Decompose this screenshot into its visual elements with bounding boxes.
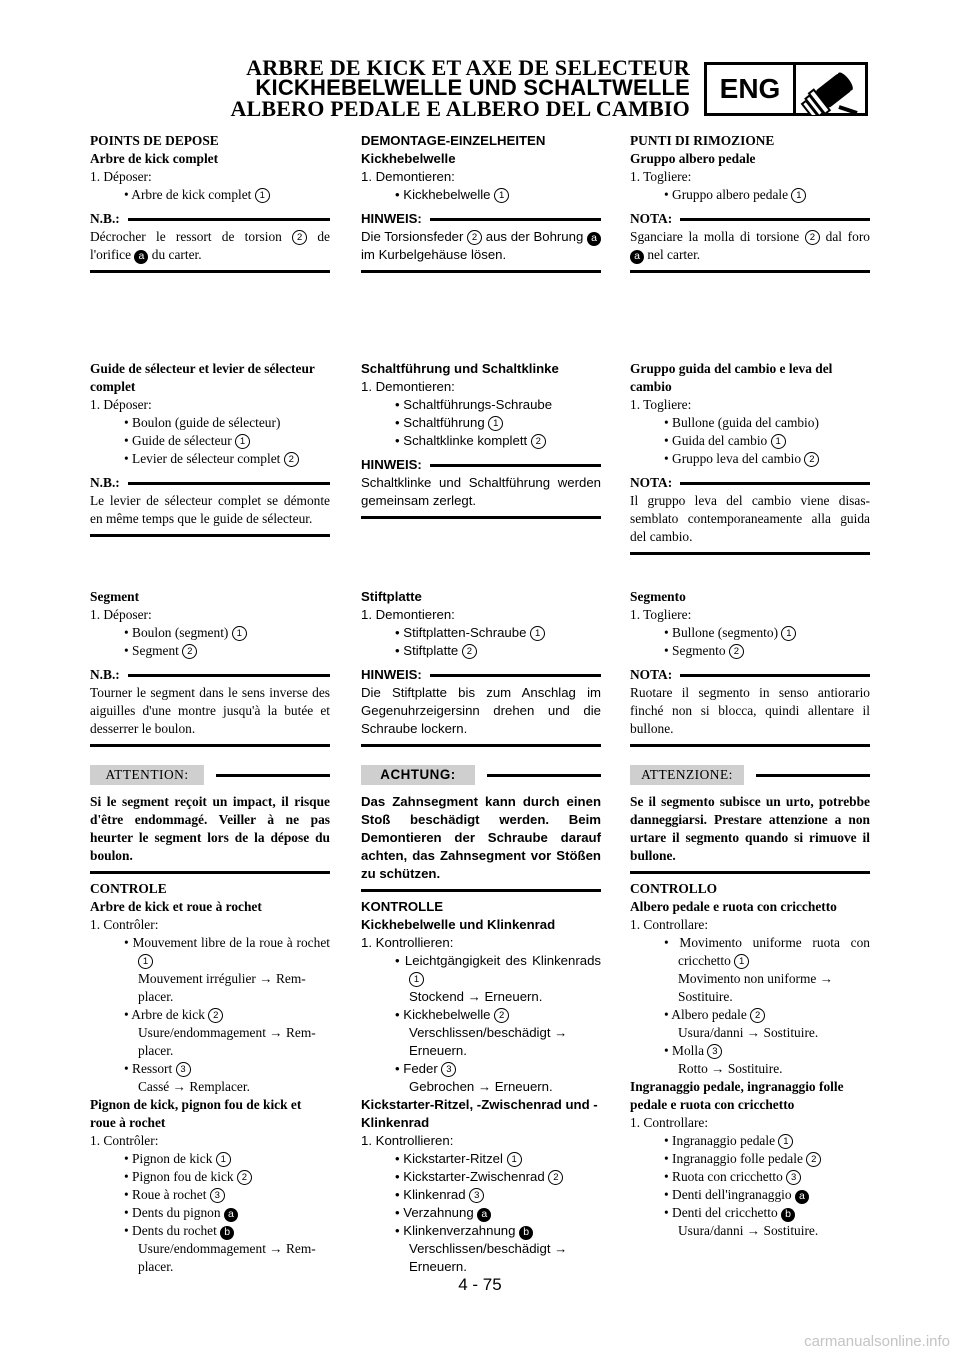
list-item: • Pignon de kick 1 [90, 1150, 330, 1168]
list-item-detail: Mouvement irrégulier → Remplacer. [138, 971, 306, 1004]
note-text: Die Stiftplatte bis zum Anschlag im Gegenuhrzeigersinn drehen und die Schraube lockern. [361, 685, 601, 736]
caution-header: ACHTUNG: [361, 765, 601, 785]
column-italian-segment [630, 588, 870, 1240]
divider [90, 534, 330, 537]
caution-text: Das Zahnsegment kann durch einen Stoß beschädigt werden. Beim Demontieren der Schraube darauf achten, das Zahnsegment vor Stößen zu schützen. [361, 794, 601, 881]
list-item-detail: Rotto → Sostituire. [678, 1061, 783, 1076]
step: 1. Demontieren: [361, 379, 455, 394]
column-italian-shift [630, 360, 870, 555]
list-item: • Feder 3 [361, 1060, 601, 1078]
section-subheading: Ingranaggio pedale, ingranaggio folle pedale e ruota con cricchetto [630, 1079, 844, 1112]
section-heading: Gruppo guida del cambio e leva del cambio [630, 361, 833, 394]
note-header: HINWEIS: [361, 666, 601, 684]
page-number: 4 - 75 [458, 1275, 502, 1294]
list-item: • Ruota con cricchetto 3 [630, 1168, 870, 1186]
list-item-detail: Movimento non uniforme → Sostituire. [678, 971, 834, 1004]
list-item: • Bullone (guida del cambio) [664, 415, 819, 430]
list-item-detail: Gebrochen → Erneuern. [409, 1079, 553, 1094]
step: 1. Controllare: [630, 1115, 709, 1130]
section-heading: DEMONTAGE-EINZELHEITEN [361, 133, 546, 148]
title-italian: ALBERO PEDALE E ALBERO DEL CAMBIO [230, 96, 690, 121]
caution-text: Si le segment reçoit un impact, il risque d'être endommagé. Veiller à ne pas heurter le segment lors de la dépose du boulon. [90, 794, 330, 863]
divider [90, 270, 330, 273]
caution-header: ATTENTION: [90, 765, 330, 785]
list-item: • Albero pedale 2 [630, 1006, 870, 1024]
section-subheading: Pignon de kick, pignon fou de kick et roue à rochet [90, 1097, 302, 1130]
column-italian [630, 132, 870, 273]
list-item: • Kickhebelwelle 2 [361, 1006, 601, 1024]
eng-label: ENG [707, 65, 796, 113]
column-german-segment [361, 588, 601, 1276]
note-text: Sganciare la molla di torsione 2 dal foro a nel carter. [630, 229, 870, 262]
step: 1. Togliere: [630, 607, 692, 622]
list-item: • Leichtgängigkeit des Klinkenrads 1 [395, 953, 602, 985]
list-item: • Kickstarter-Ritzel 1 [361, 1150, 601, 1168]
section-subheading: Kickstarter-Ritzel, -Zwischenrad und -Klinkenrad [361, 1097, 598, 1130]
step: 1. Demontieren: [361, 169, 455, 184]
list-item: • Bullone (segmento) 1 [630, 624, 870, 642]
list-item: • Stiftplatten-Schraube 1 [361, 624, 601, 642]
step: 1. Kontrollieren: [361, 1133, 454, 1148]
divider [630, 552, 870, 555]
note-text: Tourner le segment dans le sens inverse des aiguilles d'une montre jusqu'à la butée et desserrer le boulon. [90, 685, 330, 736]
list-item: • Guide de sélecteur 1 [90, 432, 330, 450]
list-item: • Roue à rochet 3 [90, 1186, 330, 1204]
section-subheading: Kickhebelwelle [361, 151, 456, 166]
column-french-shift [90, 360, 330, 537]
note-header: NOTA: [630, 210, 870, 228]
list-item: • Mouvement libre de la roue à rochet 1 [124, 935, 330, 967]
list-item: • Ingranaggio folle pedale 2 [630, 1150, 870, 1168]
list-item: • Schaltführungs-Schraube [395, 397, 553, 412]
divider [361, 516, 601, 519]
list-item: • Guida del cambio 1 [630, 432, 870, 450]
eng-badge [704, 62, 868, 116]
section-heading: Segmento [630, 589, 686, 604]
caution-text: Se il segmento subisce un urto, potrebbe danneggiarsi. Prestare attenzione a non urtare il segmento quando si rimuove il bullone. [630, 794, 870, 863]
note-header: NOTA: [630, 474, 870, 492]
list-item: • Ressort 3 [90, 1060, 330, 1078]
note-header: N.B.: [90, 474, 330, 492]
divider [361, 270, 601, 273]
list-item-detail: Verschlissen/beschädigt → Erneuern. [409, 1025, 568, 1058]
list-item: • Arbre de kick 2 [90, 1006, 330, 1024]
list-item: • Verzahnung a [361, 1204, 601, 1222]
column-french-segment [90, 588, 330, 1276]
list-item: • Dents du pignon a [90, 1204, 330, 1222]
note-text: Décrocher le ressort de torsion 2 de l'orifice a du carter. [90, 229, 330, 262]
list-item: • Denti del cricchetto b [630, 1204, 870, 1222]
list-item: • Dents du rochet b [90, 1222, 330, 1240]
list-item: • Movimento uniforme ruota con cricchetto 1 [664, 935, 870, 968]
watermark: carmanualsonline.info [804, 1333, 950, 1350]
list-item-detail: Usure/endommagement → Remplacer. [138, 1025, 316, 1058]
step: 1. Contrôler: [90, 917, 159, 932]
step: 1. Togliere: [630, 397, 692, 412]
step: 1. Déposer: [90, 607, 152, 622]
section-subheading: Kickhebelwelle und Klinkenrad [361, 917, 556, 932]
step: 1. Kontrollieren: [361, 935, 454, 950]
list-item: • Kickhebelwelle 1 [361, 186, 601, 204]
title-german: KICKHEBELWELLE UND SCHALTWELLE [255, 75, 690, 100]
list-item: • Boulon (segment) 1 [90, 624, 330, 642]
list-item: • Boulon (guide de sélecteur) [124, 415, 281, 430]
note-header: N.B.: [90, 210, 330, 228]
list-item: • Segment 2 [90, 642, 330, 660]
step: 1. Togliere: [630, 169, 692, 184]
step: 1. Controllare: [630, 917, 709, 932]
list-item: • Klinkenverzahnung b [361, 1222, 601, 1240]
step: 1. Contrôler: [90, 1133, 159, 1148]
list-item: • Schaltführung 1 [361, 414, 601, 432]
section-subheading: Gruppo albero pedale [630, 151, 756, 166]
list-item-detail: Usura/danni → Sostituire. [678, 1025, 819, 1040]
note-text: Schaltklinke und Schaltführung werden gemeinsam zerlegt. [361, 475, 601, 508]
list-item-detail: Usure/endommagement → Remplacer. [138, 1241, 316, 1274]
section-heading: PUNTI DI RIMOZIONE [630, 133, 775, 148]
note-header: HINWEIS: [361, 210, 601, 228]
list-item: • Klinkenrad 3 [361, 1186, 601, 1204]
step: 1. Déposer: [90, 169, 152, 184]
note-text: Die Torsionsfeder 2 aus der Bohrung a im Kurbelgehäuse lösen. [361, 228, 601, 264]
list-item: • Pignon fou de kick 2 [90, 1168, 330, 1186]
note-text: Ruotare il segmento in senso antiorario finché non si blocca, quindi allentare il bullone. [630, 685, 870, 736]
list-item-detail: Verschlissen/beschädigt → Erneuern. [409, 1241, 568, 1274]
list-item: • Gruppo leva del cambio 2 [630, 450, 870, 468]
section-subheading: Arbre de kick complet [90, 151, 219, 166]
note-header: NOTA: [630, 666, 870, 684]
list-item: • Molla 3 [630, 1042, 870, 1060]
note-text: Le levier de sélecteur complet se démonte en même temps que le guide de sélecteur. [90, 493, 330, 526]
section-heading: Schaltführung und Schaltklinke [361, 361, 559, 376]
list-item: • Gruppo albero pedale 1 [630, 186, 870, 204]
list-item: • Arbre de kick complet 1 [90, 186, 330, 204]
section-heading: POINTS DE DEPOSE [90, 133, 219, 148]
section-subheading: Albero pedale e ruota con cricchetto [630, 899, 837, 914]
caution-header: ATTENZIONE: [630, 765, 870, 785]
column-german [361, 132, 601, 273]
title-french: ARBRE DE KICK ET AXE DE SELECTEUR [246, 55, 690, 80]
list-item-detail: Usura/danni → Sostituire. [678, 1223, 819, 1238]
divider [630, 270, 870, 273]
note-header: N.B.: [90, 666, 330, 684]
list-item-detail: Cassé → Remplacer. [138, 1079, 250, 1094]
section-heading: Stiftplatte [361, 589, 422, 604]
step: 1. Demontieren: [361, 607, 455, 622]
column-french [90, 132, 330, 273]
list-item: • Kickstarter-Zwischenrad 2 [361, 1168, 601, 1186]
list-item: • Denti dell'ingranaggio a [630, 1186, 870, 1204]
note-text: Il gruppo leva del cambio viene disassemblato contemporaneamente alla guida del cambio. [630, 493, 870, 544]
engine-piston-icon [799, 67, 863, 120]
list-item: • Stiftplatte 2 [361, 642, 601, 660]
section-heading: CONTROLE [90, 881, 167, 896]
list-item: • Levier de sélecteur complet 2 [90, 450, 330, 468]
section-heading: Segment [90, 589, 140, 604]
list-item: • Segmento 2 [630, 642, 870, 660]
list-item-detail: Stockend → Erneuern. [409, 989, 543, 1004]
column-german-shift [361, 360, 601, 519]
section-subheading: Arbre de kick et roue à rochet [90, 899, 262, 914]
section-heading: Guide de sélecteur et levier de sélecteur complet [90, 361, 315, 394]
list-item: • Ingranaggio pedale 1 [630, 1132, 870, 1150]
section-heading: CONTROLLO [630, 881, 718, 896]
note-header: HINWEIS: [361, 456, 601, 474]
section-heading: KONTROLLE [361, 899, 444, 914]
step: 1. Déposer: [90, 397, 152, 412]
list-item: • Schaltklinke komplett 2 [361, 432, 601, 450]
